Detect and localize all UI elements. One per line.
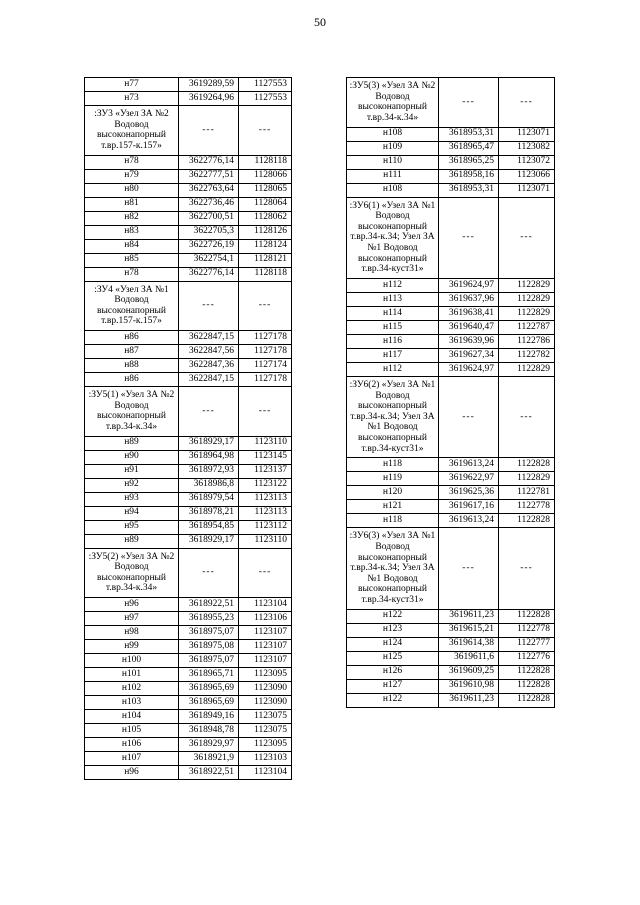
point-number: н118	[347, 514, 439, 528]
table-row	[85, 506, 292, 520]
coordinate-y: 1128062	[239, 211, 292, 225]
table-row	[85, 373, 292, 387]
parcel-dash-x: ---	[439, 528, 499, 609]
parcel-dash-x: ---	[179, 548, 239, 598]
coordinate-y: 1123107	[239, 654, 292, 668]
point-number: н83	[85, 225, 179, 239]
point-number: н111	[347, 169, 439, 183]
coordinate-x: 3618953,31	[439, 183, 499, 197]
parcel-header-row	[85, 387, 292, 437]
point-number: н114	[347, 306, 439, 320]
coordinates-table-left	[84, 77, 292, 780]
table-row	[85, 450, 292, 464]
coordinate-x: 3619611,6	[439, 651, 499, 665]
point-number: н122	[347, 609, 439, 623]
coordinate-x: 3619638,41	[439, 306, 499, 320]
parcel-dash-y: ---	[239, 548, 292, 598]
coordinate-x: 3618954,85	[179, 520, 239, 534]
coordinate-y: 1122778	[499, 500, 555, 514]
coordinate-x: 3618922,51	[179, 598, 239, 612]
point-number: н108	[347, 127, 439, 141]
coordinate-x: 3618965,47	[439, 141, 499, 155]
coordinate-y: 1122828	[499, 514, 555, 528]
table-row	[85, 267, 292, 281]
table-row	[85, 710, 292, 724]
coordinate-x: 3618929,17	[179, 436, 239, 450]
table-row	[347, 514, 555, 528]
table-row	[85, 478, 292, 492]
table-row	[85, 696, 292, 710]
coordinate-y: 1123113	[239, 492, 292, 506]
coordinate-y: 1122828	[499, 609, 555, 623]
parcel-title: :ЗУ6(1) «Узел ЗА №1 Водовод высоконапорный т.вр.34-к.34; Узел ЗА №1 Водовод высоконапорный т.вр.34-куст31»	[347, 197, 439, 278]
coordinate-y: 1128064	[239, 197, 292, 211]
coordinate-x: 3618948,78	[179, 724, 239, 738]
coordinate-y: 1123113	[239, 506, 292, 520]
table-row	[347, 486, 555, 500]
table-row	[347, 623, 555, 637]
coordinate-x: 3622754,1	[179, 253, 239, 267]
coordinate-y: 1123122	[239, 478, 292, 492]
coordinate-y: 1123104	[239, 766, 292, 780]
point-number: н77	[85, 78, 179, 92]
parcel-dash-y: ---	[499, 376, 555, 457]
coordinate-x: 3618953,31	[439, 127, 499, 141]
coordinate-y: 1127178	[239, 373, 292, 387]
coordinate-x: 3622847,15	[179, 331, 239, 345]
coordinate-y: 1123110	[239, 436, 292, 450]
coordinate-x: 3619624,97	[439, 278, 499, 292]
coordinate-x: 3618949,16	[179, 710, 239, 724]
coordinate-y: 1123107	[239, 626, 292, 640]
parcel-dash-x: ---	[179, 281, 239, 331]
coordinate-y: 1123137	[239, 464, 292, 478]
point-number: н97	[85, 612, 179, 626]
table-row	[85, 169, 292, 183]
coordinate-y: 1122777	[499, 637, 555, 651]
coordinate-x: 3619624,97	[439, 362, 499, 376]
point-number: н119	[347, 472, 439, 486]
coordinate-x: 3619613,24	[439, 514, 499, 528]
coordinate-x: 3622763,64	[179, 183, 239, 197]
coordinate-y: 1122778	[499, 623, 555, 637]
table-row	[347, 362, 555, 376]
point-number: н102	[85, 682, 179, 696]
table-row	[347, 141, 555, 155]
point-number: н104	[85, 710, 179, 724]
coordinate-x: 3618964,98	[179, 450, 239, 464]
point-number: н105	[85, 724, 179, 738]
parcel-dash-x: ---	[439, 376, 499, 457]
point-number: н90	[85, 450, 179, 464]
coordinate-y: 1127178	[239, 331, 292, 345]
coordinate-y: 1122782	[499, 348, 555, 362]
point-number: н120	[347, 486, 439, 500]
table-row	[347, 458, 555, 472]
table-row	[85, 436, 292, 450]
table-row	[347, 651, 555, 665]
coordinate-y: 1128066	[239, 169, 292, 183]
point-number: н88	[85, 359, 179, 373]
table-row	[347, 637, 555, 651]
coordinate-x: 3618979,54	[179, 492, 239, 506]
coordinate-y: 1122828	[499, 679, 555, 693]
point-number: н109	[347, 141, 439, 155]
coordinate-y: 1122786	[499, 334, 555, 348]
table-row	[85, 640, 292, 654]
parcel-dash-x: ---	[439, 78, 499, 128]
point-number: н123	[347, 623, 439, 637]
coordinate-y: 1123095	[239, 738, 292, 752]
coordinate-x: 3619625,36	[439, 486, 499, 500]
parcel-header-row	[85, 548, 292, 598]
table-row	[85, 78, 292, 92]
coordinate-y: 1127174	[239, 359, 292, 373]
coordinate-y: 1123082	[499, 141, 555, 155]
table-row	[347, 500, 555, 514]
table-row	[85, 766, 292, 780]
coordinate-y: 1123066	[499, 169, 555, 183]
point-number: н80	[85, 183, 179, 197]
coordinate-x: 3622847,36	[179, 359, 239, 373]
table-row	[347, 169, 555, 183]
point-number: н124	[347, 637, 439, 651]
coordinate-x: 3622700,51	[179, 211, 239, 225]
parcel-title: :ЗУ5(1) «Узел ЗА №2 Водовод высоконапорный т.вр.34-к.34»	[85, 387, 179, 437]
coordinate-y: 1122829	[499, 306, 555, 320]
point-number: н112	[347, 362, 439, 376]
table-row	[85, 534, 292, 548]
table-row	[85, 492, 292, 506]
coordinate-x: 3622776,14	[179, 155, 239, 169]
coordinate-y: 1122829	[499, 472, 555, 486]
table-row	[85, 155, 292, 169]
point-number: н117	[347, 348, 439, 362]
coordinate-y: 1128126	[239, 225, 292, 239]
table-row	[347, 679, 555, 693]
table-row	[347, 472, 555, 486]
coordinate-y: 1122829	[499, 292, 555, 306]
point-number: н121	[347, 500, 439, 514]
table-row	[85, 612, 292, 626]
point-number: н113	[347, 292, 439, 306]
parcel-header-row	[85, 106, 292, 156]
coordinate-x: 3622847,15	[179, 373, 239, 387]
coordinate-y: 1123071	[499, 127, 555, 141]
table-row	[347, 665, 555, 679]
point-number: н96	[85, 598, 179, 612]
coordinate-x: 3622776,14	[179, 267, 239, 281]
coordinate-y: 1123107	[239, 640, 292, 654]
coordinate-x: 3619615,21	[439, 623, 499, 637]
table-row	[347, 127, 555, 141]
coordinate-x: 3619289,59	[179, 78, 239, 92]
table-row	[85, 464, 292, 478]
parcel-dash-y: ---	[499, 78, 555, 128]
coordinate-x: 3619611,23	[439, 693, 499, 707]
table-row	[85, 225, 292, 239]
point-number: н118	[347, 458, 439, 472]
coordinate-x: 3618929,17	[179, 534, 239, 548]
coordinate-x: 3618965,69	[179, 696, 239, 710]
table-row	[85, 668, 292, 682]
point-number: н127	[347, 679, 439, 693]
coordinate-x: 3618929,97	[179, 738, 239, 752]
point-number: н122	[347, 693, 439, 707]
coordinate-y: 1128118	[239, 155, 292, 169]
parcel-title: :ЗУ4 «Узел ЗА №1 Водовод высоконапорный т.вр.157-к.157»	[85, 281, 179, 331]
parcel-dash-y: ---	[499, 528, 555, 609]
parcel-dash-y: ---	[239, 106, 292, 156]
table-row	[85, 682, 292, 696]
point-number: н86	[85, 331, 179, 345]
parcel-title: :ЗУ6(3) «Узел ЗА №1 Водовод высоконапорный т.вр.34-к.34; Узел ЗА №1 Водовод высоконапорный т.вр.34-куст31»	[347, 528, 439, 609]
coordinate-y: 1127553	[239, 78, 292, 92]
parcel-title: :ЗУ5(3) «Узел ЗА №2 Водовод высоконапорный т.вр.34-к.34»	[347, 78, 439, 128]
point-number: н92	[85, 478, 179, 492]
point-number: н82	[85, 211, 179, 225]
coordinate-x: 3619617,16	[439, 500, 499, 514]
table-row	[347, 155, 555, 169]
coordinate-y: 1123110	[239, 534, 292, 548]
table-row	[85, 211, 292, 225]
parcel-dash-x: ---	[439, 197, 499, 278]
table-row	[347, 609, 555, 623]
parcel-header-row	[347, 376, 555, 457]
coordinate-y: 1128065	[239, 183, 292, 197]
table-row	[85, 738, 292, 752]
table-row	[347, 334, 555, 348]
parcel-header-row	[347, 528, 555, 609]
parcel-title: :ЗУ6(2) «Узел ЗА №1 Водовод высоконапорный т.вр.34-к.34; Узел ЗА №1 Водовод высоконапорный т.вр.34-куст31»	[347, 376, 439, 457]
point-number: н93	[85, 492, 179, 506]
point-number: н79	[85, 169, 179, 183]
coordinate-y: 1123071	[499, 183, 555, 197]
coordinate-y: 1122781	[499, 486, 555, 500]
coordinate-x: 3618975,08	[179, 640, 239, 654]
coordinate-y: 1123112	[239, 520, 292, 534]
coordinate-x: 3622777,51	[179, 169, 239, 183]
table-row	[85, 520, 292, 534]
coordinate-y: 1122829	[499, 278, 555, 292]
coordinate-y: 1122829	[499, 362, 555, 376]
coordinate-y: 1123103	[239, 752, 292, 766]
coordinate-y: 1123072	[499, 155, 555, 169]
point-number: н107	[85, 752, 179, 766]
coordinate-x: 3618922,51	[179, 766, 239, 780]
table-row	[347, 292, 555, 306]
coordinate-x: 3622847,56	[179, 345, 239, 359]
point-number: н91	[85, 464, 179, 478]
coordinate-y: 1122828	[499, 458, 555, 472]
parcel-dash-y: ---	[499, 197, 555, 278]
point-number: н125	[347, 651, 439, 665]
table-row	[85, 598, 292, 612]
table-row	[85, 253, 292, 267]
table-row	[85, 197, 292, 211]
coordinate-x: 3619627,34	[439, 348, 499, 362]
coordinate-x: 3618965,71	[179, 668, 239, 682]
coordinate-x: 3619639,96	[439, 334, 499, 348]
coordinate-x: 3618978,21	[179, 506, 239, 520]
table-row	[85, 331, 292, 345]
parcel-dash-x: ---	[179, 387, 239, 437]
point-number: н96	[85, 766, 179, 780]
point-number: н98	[85, 626, 179, 640]
parcel-dash-x: ---	[179, 106, 239, 156]
point-number: н103	[85, 696, 179, 710]
parcel-dash-y: ---	[239, 387, 292, 437]
coordinate-x: 3618986,8	[179, 478, 239, 492]
point-number: н87	[85, 345, 179, 359]
coordinate-x: 3619611,23	[439, 609, 499, 623]
parcel-header-row	[85, 281, 292, 331]
coordinate-y: 1123104	[239, 598, 292, 612]
page-number: 50	[314, 15, 326, 29]
coordinate-y: 1128118	[239, 267, 292, 281]
point-number: н126	[347, 665, 439, 679]
parcel-header-row	[347, 78, 555, 128]
coordinate-x: 3622726,19	[179, 239, 239, 253]
point-number: н112	[347, 278, 439, 292]
coordinate-y: 1123090	[239, 682, 292, 696]
coordinate-x: 3619264,96	[179, 92, 239, 106]
coordinate-x: 3618921,9	[179, 752, 239, 766]
table-row	[85, 92, 292, 106]
coordinate-y: 1122828	[499, 693, 555, 707]
coordinate-y: 1123095	[239, 668, 292, 682]
point-number: н73	[85, 92, 179, 106]
point-number: н85	[85, 253, 179, 267]
point-number: н94	[85, 506, 179, 520]
parcel-dash-y: ---	[239, 281, 292, 331]
point-number: н89	[85, 534, 179, 548]
point-number: н86	[85, 373, 179, 387]
point-number: н84	[85, 239, 179, 253]
point-number: н81	[85, 197, 179, 211]
coordinate-x: 3619610,98	[439, 679, 499, 693]
point-number: н99	[85, 640, 179, 654]
point-number: н115	[347, 320, 439, 334]
table-row	[85, 345, 292, 359]
coordinate-y: 1123145	[239, 450, 292, 464]
table-row	[347, 320, 555, 334]
point-number: н95	[85, 520, 179, 534]
table-row	[347, 183, 555, 197]
coordinate-y: 1127553	[239, 92, 292, 106]
coordinate-y: 1128124	[239, 239, 292, 253]
coordinate-y: 1127178	[239, 345, 292, 359]
coordinate-x: 3618965,25	[439, 155, 499, 169]
table-row	[85, 654, 292, 668]
coordinate-y: 1123075	[239, 710, 292, 724]
point-number: н108	[347, 183, 439, 197]
point-number: н116	[347, 334, 439, 348]
coordinate-y: 1123106	[239, 612, 292, 626]
coordinate-x: 3618975,07	[179, 626, 239, 640]
coordinate-x: 3619637,96	[439, 292, 499, 306]
coordinate-x: 3619614,38	[439, 637, 499, 651]
coordinate-y: 1123090	[239, 696, 292, 710]
coordinate-x: 3618972,93	[179, 464, 239, 478]
coordinate-y: 1122828	[499, 665, 555, 679]
coordinate-x: 3619609,25	[439, 665, 499, 679]
point-number: н100	[85, 654, 179, 668]
coordinate-x: 3622736,46	[179, 197, 239, 211]
coordinate-y: 1122776	[499, 651, 555, 665]
table-row	[347, 306, 555, 320]
table-row	[85, 752, 292, 766]
coordinate-y: 1122787	[499, 320, 555, 334]
coordinate-x: 3619622,97	[439, 472, 499, 486]
coordinate-x: 3619640,47	[439, 320, 499, 334]
table-row	[85, 183, 292, 197]
coordinate-x: 3618965,69	[179, 682, 239, 696]
point-number: н110	[347, 155, 439, 169]
coordinate-y: 1123075	[239, 724, 292, 738]
coordinate-x: 3618958,16	[439, 169, 499, 183]
coordinate-y: 1128121	[239, 253, 292, 267]
table-row	[85, 626, 292, 640]
parcel-title: :ЗУ3 «Узел ЗА №2 Водовод высоконапорный т.вр.157-к.157»	[85, 106, 179, 156]
point-number: н106	[85, 738, 179, 752]
coordinates-table-right	[346, 77, 555, 708]
table-row	[347, 278, 555, 292]
point-number: н101	[85, 668, 179, 682]
table-row	[347, 348, 555, 362]
coordinate-x: 3618955,23	[179, 612, 239, 626]
point-number: н78	[85, 155, 179, 169]
parcel-header-row	[347, 197, 555, 278]
table-row	[85, 239, 292, 253]
table-row	[85, 724, 292, 738]
point-number: н78	[85, 267, 179, 281]
parcel-title: :ЗУ5(2) «Узел ЗА №2 Водовод высоконапорный т.вр.34-к.34»	[85, 548, 179, 598]
coordinate-x: 3619613,24	[439, 458, 499, 472]
coordinate-x: 3622705,3	[179, 225, 239, 239]
coordinate-x: 3618975,07	[179, 654, 239, 668]
table-row	[85, 359, 292, 373]
point-number: н89	[85, 436, 179, 450]
table-row	[347, 693, 555, 707]
